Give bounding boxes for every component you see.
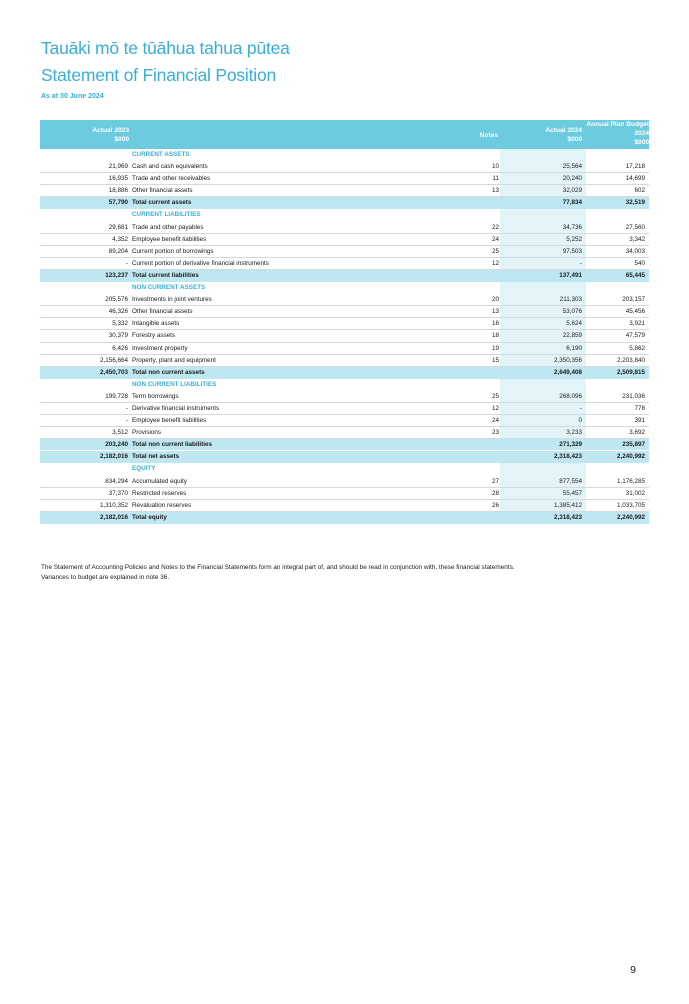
cell-notes: 15 [491, 356, 499, 364]
cell-label: CURRENT LIABILITIES [132, 211, 201, 219]
financial-position-table [40, 120, 649, 524]
cell-actual-2024: 1,385,412 [553, 501, 582, 509]
header-notes: Notes [479, 132, 498, 139]
table-row [40, 427, 649, 439]
cell-actual-2024: 268,096 [559, 392, 582, 400]
cell-budget: 231,036 [622, 392, 645, 400]
cell-actual-2024: 22,859 [562, 332, 582, 340]
cell-actual-2024: 2,318,423 [553, 513, 582, 521]
table-row [40, 246, 649, 258]
cell-budget: 1,176,285 [616, 477, 645, 485]
cell-budget: 1,033,705 [616, 501, 645, 509]
cell-label: Accumulated equity [132, 477, 187, 485]
actual-2024-column-shade [500, 149, 586, 161]
cell-label: Intangible assets [132, 320, 180, 328]
cell-actual-2023: 37,370 [108, 489, 128, 497]
section-heading-row [40, 463, 649, 475]
table-row [40, 488, 649, 500]
cell-label: NON CURRENT LIABILITIES [132, 380, 217, 388]
table-row [40, 258, 649, 270]
cell-label: Forestry assets [132, 332, 176, 340]
cell-notes: 13 [491, 308, 499, 316]
page-title: Statement of Financial Position [41, 65, 277, 85]
table-body [40, 149, 649, 524]
cell-budget: 3,692 [629, 429, 645, 437]
cell-actual-2024: 32,029 [562, 187, 582, 195]
cell-label: Employee benefit liabilities [132, 235, 207, 243]
total-row [40, 270, 649, 282]
cell-actual-2023: 18,886 [108, 187, 128, 195]
cell-label: Current portion of borrowings [132, 247, 214, 255]
table-row [40, 343, 649, 355]
cell-budget: 17,218 [625, 163, 645, 171]
cell-actual-2024: 2,318,423 [553, 453, 582, 461]
cell-notes: 25 [491, 247, 499, 255]
cell-label: NON CURRENT ASSETS [132, 284, 206, 292]
cell-notes: 18 [491, 332, 499, 340]
cell-notes: 25 [491, 392, 499, 400]
cell-label: Total non current assets [132, 368, 205, 376]
cell-label: Restricted reserves [132, 489, 187, 497]
cell-actual-2024: - [579, 404, 582, 412]
cell-budget: 34,003 [625, 247, 645, 255]
actual-2024-column-shade [500, 463, 586, 475]
cell-actual-2023: 4,352 [112, 235, 128, 243]
cell-actual-2023: - [125, 417, 128, 425]
cell-budget: 235,897 [622, 441, 645, 449]
total-row [40, 439, 649, 451]
cell-label: Current portion of derivative financial instruments [132, 259, 269, 267]
cell-actual-2023: 5,332 [112, 320, 128, 328]
cell-label: Other financial assets [132, 187, 193, 195]
cell-actual-2024: 55,457 [562, 489, 582, 497]
cell-actual-2023: 205,576 [105, 296, 128, 304]
cell-actual-2024: 97,503 [562, 247, 582, 255]
cell-notes: 12 [491, 404, 499, 412]
cell-notes: 27 [491, 477, 499, 485]
table-row [40, 294, 649, 306]
cell-label: Other financial assets [132, 308, 193, 316]
cell-actual-2024: - [579, 259, 582, 267]
cell-actual-2024: 137,491 [559, 271, 582, 279]
cell-label: Revaluation reserves [132, 501, 192, 509]
cell-actual-2023: 203,240 [105, 441, 128, 449]
cell-actual-2023: 2,156,664 [99, 356, 128, 364]
table-row [40, 500, 649, 512]
cell-notes: 26 [491, 501, 499, 509]
cell-notes: 24 [491, 417, 499, 425]
cell-notes: 19 [491, 344, 499, 352]
cell-actual-2024: 20,240 [562, 175, 582, 183]
cell-actual-2024: 6,190 [566, 344, 582, 352]
cell-label: EQUITY [132, 465, 156, 473]
actual-2024-column-shade [500, 209, 586, 221]
cell-budget: 3,921 [629, 320, 645, 328]
table-row [40, 234, 649, 246]
cell-label: Cash and cash equivalents [132, 163, 208, 171]
cell-label: Term borrowings [132, 392, 179, 400]
cell-label: Investment property [132, 344, 188, 352]
cell-budget: 14,699 [625, 175, 645, 183]
cell-actual-2023: 29,681 [108, 223, 128, 231]
cell-actual-2023: 199,728 [105, 392, 128, 400]
cell-notes: 23 [491, 429, 499, 437]
cell-label: Investments in joint ventures [132, 296, 212, 304]
cell-budget: 5,862 [629, 344, 645, 352]
table-row [40, 185, 649, 197]
table-row [40, 415, 649, 427]
cell-budget: 2,203,840 [616, 356, 645, 364]
cell-actual-2024: 0 [578, 417, 582, 425]
cell-notes: 12 [491, 259, 499, 267]
cell-budget: 65,445 [625, 271, 645, 279]
cell-budget: 778 [634, 404, 645, 412]
cell-budget: 32,519 [625, 199, 645, 207]
table-row [40, 355, 649, 367]
cell-actual-2023: 16,935 [108, 175, 128, 183]
cell-notes: 28 [491, 489, 499, 497]
cell-label: Total non current liabilities [132, 441, 213, 449]
cell-label: Trade and other payables [132, 223, 204, 231]
cell-actual-2024: 211,303 [559, 296, 582, 304]
header-actual-2023: Actual 2023 $000 [92, 127, 129, 143]
table-row [40, 222, 649, 234]
cell-actual-2024: 25,564 [562, 163, 582, 171]
cell-actual-2023: 21,969 [108, 163, 128, 171]
cell-budget: 391 [634, 417, 645, 425]
footnote-line-2: Variances to budget are explained in note 36. [41, 574, 170, 581]
cell-notes: 20 [491, 296, 499, 304]
cell-actual-2023: 46,326 [108, 308, 128, 316]
section-heading-row [40, 282, 649, 294]
cell-budget: 31,002 [625, 489, 645, 497]
cell-label: Total current assets [132, 199, 192, 207]
cell-actual-2023: 57,790 [108, 199, 128, 207]
cell-label: Employee benefit liabilities [132, 417, 207, 425]
table-row [40, 330, 649, 342]
cell-budget: 602 [634, 187, 645, 195]
cell-actual-2023: - [125, 259, 128, 267]
cell-budget: 3,342 [629, 235, 645, 243]
actual-2024-column-shade [500, 379, 586, 391]
total-row [40, 197, 649, 209]
cell-actual-2023: - [125, 404, 128, 412]
cell-notes: 16 [491, 320, 499, 328]
table-row [40, 403, 649, 415]
section-heading-row [40, 379, 649, 391]
cell-actual-2024: 5,252 [566, 235, 582, 243]
cell-budget: 2,240,992 [616, 513, 645, 521]
cell-budget: 540 [634, 259, 645, 267]
total-row [40, 512, 649, 524]
cell-actual-2023: 30,379 [108, 332, 128, 340]
cell-label: Derivative financial instruments [132, 404, 220, 412]
cell-notes: 13 [491, 187, 499, 195]
cell-actual-2023: 89,204 [108, 247, 128, 255]
cell-label: Total current liabilities [132, 271, 199, 279]
table-row [40, 161, 649, 173]
total-row [40, 451, 649, 463]
cell-actual-2024: 3,233 [566, 429, 582, 437]
section-heading-row [40, 209, 649, 221]
cell-budget: 2,509,815 [616, 368, 645, 376]
cell-label: CURRENT ASSETS [132, 151, 190, 158]
cell-budget: 47,579 [625, 332, 645, 340]
cell-notes: 10 [491, 163, 499, 171]
table-row [40, 391, 649, 403]
cell-budget: 27,560 [625, 223, 645, 231]
header-budget: Annual Plan Budget 2024 $000 [586, 121, 649, 146]
cell-actual-2024: 2,350,356 [553, 356, 582, 364]
cell-actual-2023: 1,310,352 [99, 501, 128, 509]
section-heading-row [40, 149, 649, 161]
cell-budget: 45,456 [625, 308, 645, 316]
table-row [40, 318, 649, 330]
table-header [40, 120, 649, 149]
cell-label: Provisions [132, 429, 162, 437]
cell-actual-2024: 877,554 [559, 477, 582, 485]
cell-actual-2024: 34,736 [562, 223, 582, 231]
cell-actual-2023: 3,512 [112, 429, 128, 437]
cell-actual-2023: 2,182,016 [99, 453, 128, 461]
cell-notes: 24 [491, 235, 499, 243]
cell-actual-2023: 2,182,016 [99, 513, 128, 521]
cell-label: Total net assets [132, 453, 180, 461]
table-row [40, 476, 649, 488]
table-row [40, 173, 649, 185]
cell-label: Total equity [132, 513, 167, 521]
cell-actual-2023: 123,237 [105, 271, 128, 279]
header-actual-2024: Actual 2024 $000 [545, 127, 582, 143]
footnote [41, 563, 515, 583]
cell-actual-2024: 2,649,408 [553, 368, 582, 376]
cell-actual-2023: 6,426 [112, 344, 128, 352]
cell-notes: 22 [491, 223, 499, 231]
cell-actual-2024: 53,076 [562, 308, 582, 316]
as-at-date: As at 30 June 2024 [41, 93, 104, 100]
cell-label: Property, plant and equipment [132, 356, 216, 364]
table-row [40, 306, 649, 318]
cell-actual-2024: 5,624 [566, 320, 582, 328]
cell-budget: 2,240,992 [616, 453, 645, 461]
footnote-line-1: The Statement of Accounting Policies and Notes to the Financial Statements form an integral part of, and should be read in conjunction with, these financial statements. [41, 564, 515, 571]
cell-notes: 11 [492, 175, 499, 183]
actual-2024-column-shade [500, 282, 586, 294]
title-maori: Tauāki mō te tūāhua tahua pūtea [41, 38, 290, 58]
page-number: 9 [630, 964, 636, 976]
cell-budget: 203,157 [622, 296, 645, 304]
cell-actual-2023: 834,294 [105, 477, 128, 485]
cell-actual-2024: 271,329 [559, 441, 582, 449]
total-row [40, 367, 649, 379]
cell-actual-2024: 77,834 [562, 199, 582, 207]
cell-actual-2023: 2,450,703 [99, 368, 128, 376]
cell-label: Trade and other receivables [132, 175, 211, 183]
